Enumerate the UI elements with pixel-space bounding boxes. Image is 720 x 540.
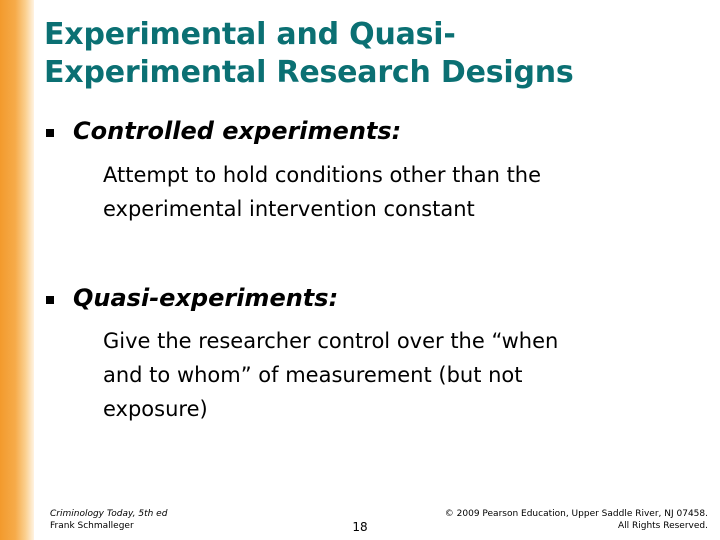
bullet-heading: Controlled experiments:: [73, 117, 402, 145]
accent-side-bar: [0, 0, 34, 540]
body-line: and to whom” of measurement (but not: [103, 363, 523, 387]
body-line: exposure): [103, 397, 208, 421]
body-line: Attempt to hold conditions other than the: [103, 163, 542, 187]
square-bullet-icon: [46, 296, 54, 304]
footer-author: Frank Schmalleger: [50, 521, 134, 531]
body-line: experimental intervention constant: [103, 197, 475, 221]
footer-copyright: [445, 508, 708, 532]
slide-title-line-2: Experimental Research Designs: [44, 55, 574, 90]
bullet-body-quasi-experiments: [103, 324, 703, 426]
slide-title: [44, 16, 704, 92]
body-line: Give the researcher control over the “when: [103, 329, 559, 353]
bullet-body-controlled-experiments: [103, 158, 703, 226]
bullet-heading: Quasi-experiments:: [73, 284, 339, 312]
slide-title-line-1: Experimental and Quasi-: [44, 17, 456, 52]
footer-book-title: Criminology Today, 5th ed: [50, 509, 168, 519]
copyright-line-2: All Rights Reserved.: [617, 521, 708, 531]
copyright-line-1: © 2009 Pearson Education, Upper Saddle River, NJ 07458.: [444, 509, 708, 519]
bullet-quasi-experiments: [46, 282, 338, 314]
page-number: 18: [352, 520, 368, 534]
square-bullet-icon: [46, 129, 54, 137]
bullet-controlled-experiments: [46, 115, 401, 147]
footer-book-info: [50, 508, 167, 532]
